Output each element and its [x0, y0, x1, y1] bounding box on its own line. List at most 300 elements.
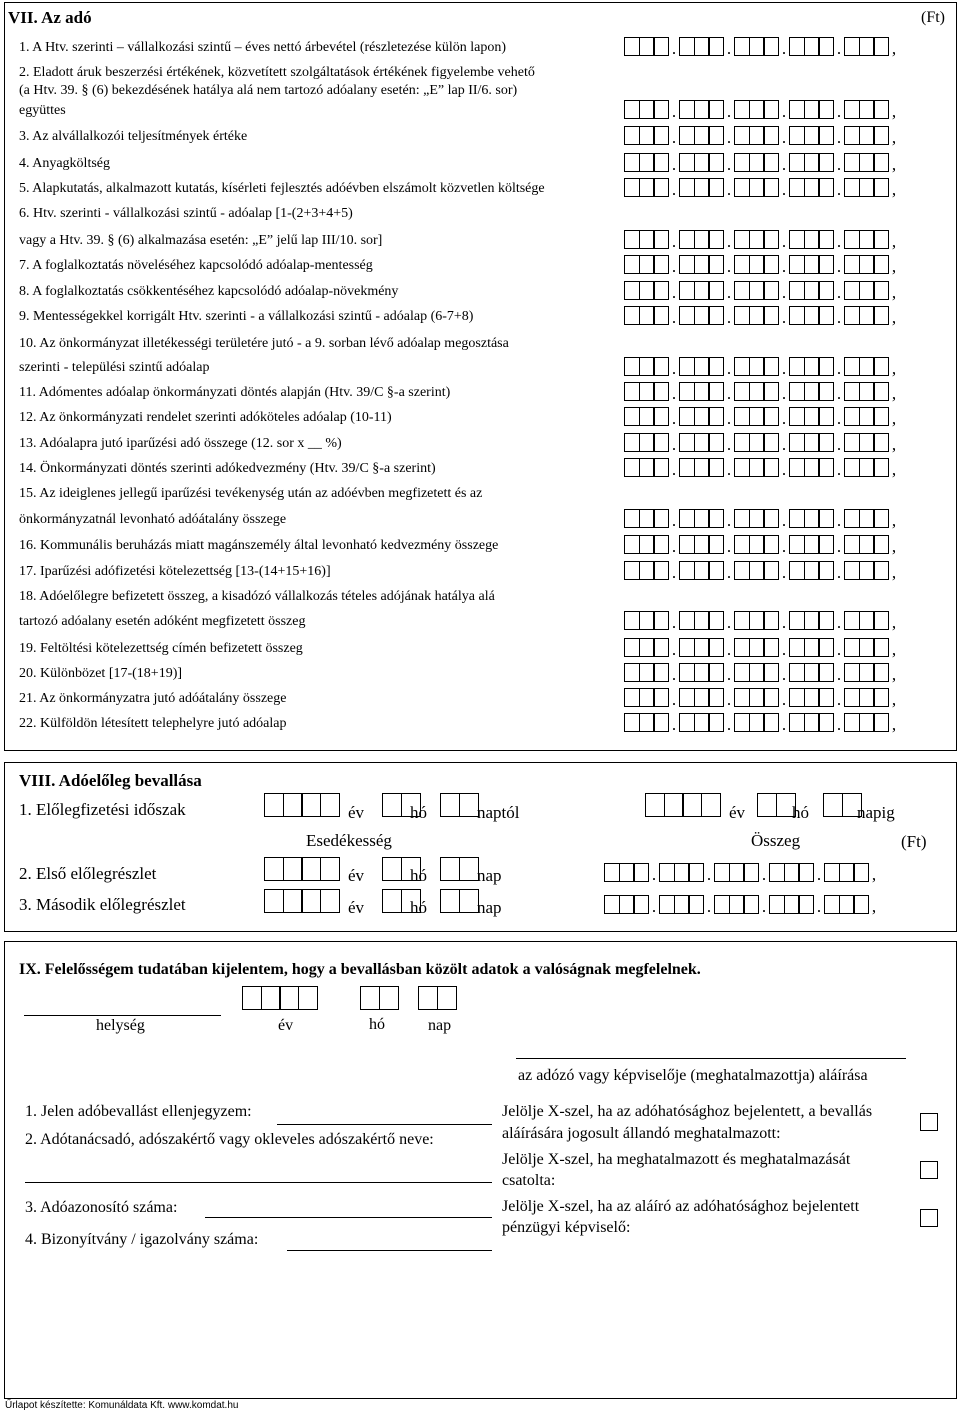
digit-box[interactable] — [708, 153, 724, 172]
row-2-amount[interactable] — [624, 97, 899, 119]
digit-box[interactable] — [818, 458, 834, 477]
decimal-comma: , — [891, 39, 897, 58]
digit-box[interactable] — [818, 509, 834, 528]
digit-box[interactable] — [763, 255, 779, 274]
row-9-amount[interactable] — [624, 303, 899, 325]
digit-box[interactable] — [763, 281, 779, 300]
digit-box[interactable] — [743, 863, 759, 882]
digit-box[interactable] — [708, 509, 724, 528]
digit-box[interactable] — [708, 100, 724, 119]
thousands-dot: . — [836, 155, 842, 174]
digit-box[interactable] — [818, 357, 834, 376]
digit-box[interactable] — [757, 793, 777, 817]
digit-box[interactable] — [708, 611, 724, 630]
digit-box[interactable] — [283, 889, 303, 913]
digit-box[interactable] — [853, 863, 869, 882]
digit-box[interactable] — [653, 153, 669, 172]
digit-box[interactable] — [818, 638, 834, 657]
digit-box[interactable] — [320, 889, 340, 913]
thousands-dot: . — [726, 128, 732, 147]
digit-box[interactable] — [818, 663, 834, 682]
digit-box[interactable] — [653, 281, 669, 300]
digit-box[interactable] — [283, 793, 303, 817]
sign-year-boxes[interactable] — [242, 988, 318, 1010]
digit-box[interactable] — [853, 895, 869, 914]
digit-box[interactable] — [298, 986, 318, 1010]
digit-box[interactable] — [653, 611, 669, 630]
second-due-year-boxes[interactable] — [264, 891, 340, 913]
digit-box[interactable] — [708, 561, 724, 580]
countersign-line[interactable] — [277, 1124, 492, 1125]
thousands-dot: . — [781, 257, 787, 276]
digit-box[interactable] — [459, 857, 479, 881]
digit-box[interactable] — [279, 986, 299, 1010]
digit-box[interactable] — [653, 100, 669, 119]
digit-box[interactable] — [873, 100, 889, 119]
decimal-comma: , — [891, 613, 897, 632]
digit-box[interactable] — [823, 793, 843, 817]
thousands-dot: . — [781, 460, 787, 479]
thousands-dot: . — [726, 537, 732, 556]
digit-box[interactable] — [459, 793, 479, 817]
thousands-dot: . — [726, 460, 732, 479]
thousands-dot: . — [781, 384, 787, 403]
digit-box[interactable] — [763, 458, 779, 477]
row-12-amount[interactable] — [624, 404, 899, 426]
digit-box[interactable] — [653, 535, 669, 554]
period-from-month-label: hó — [410, 803, 427, 822]
row-8-amount[interactable] — [624, 278, 899, 300]
digit-box[interactable] — [873, 382, 889, 401]
thousands-dot: . — [671, 537, 677, 556]
row-1-amount[interactable] — [624, 34, 899, 56]
digit-box[interactable] — [653, 433, 669, 452]
decimal-comma: , — [891, 690, 897, 709]
amount-header: Összeg — [751, 831, 801, 850]
digit-box[interactable] — [653, 357, 669, 376]
digit-box[interactable] — [818, 382, 834, 401]
digit-box[interactable] — [763, 663, 779, 682]
digit-box[interactable] — [873, 535, 889, 554]
digit-box[interactable] — [283, 857, 303, 881]
thousands-dot: . — [816, 865, 822, 884]
digit-box[interactable] — [708, 713, 724, 732]
digit-box[interactable] — [653, 230, 669, 249]
thousands-dot: . — [726, 690, 732, 709]
thousands-dot: . — [836, 435, 842, 454]
digit-box[interactable] — [763, 37, 779, 56]
digit-box[interactable] — [818, 230, 834, 249]
row-15-label-2: önkormányzatnál levonható adóátalány összege — [19, 512, 287, 527]
thousands-dot: . — [671, 640, 677, 659]
digit-box[interactable] — [818, 153, 834, 172]
row-16-label-1: 16. Kommunális beruházás miatt magánszemély által levonható kedvezmény összege — [19, 538, 499, 553]
digit-box[interactable] — [653, 509, 669, 528]
digit-box[interactable] — [360, 986, 380, 1010]
digit-box[interactable] — [242, 986, 262, 1010]
first-due-day-label: nap — [477, 866, 502, 885]
digit-box[interactable] — [264, 889, 284, 913]
digit-box[interactable] — [418, 986, 438, 1010]
digit-box[interactable] — [763, 126, 779, 145]
digit-box[interactable] — [763, 688, 779, 707]
advisor-label: 2. Adótanácsadó, adószakértő vagy okleveles adószakértő neve: — [25, 1131, 434, 1148]
row-7-amount[interactable] — [624, 252, 899, 274]
row-19-amount[interactable] — [624, 635, 899, 657]
row-14-amount[interactable] — [624, 455, 899, 477]
footer-credit: Űrlapot készítette: Komunáldata Kft. www.komdat.hu — [5, 1400, 239, 1411]
thousands-dot: . — [671, 665, 677, 684]
row-3-label-1: 3. Az alvállalkozói teljesítmények értéke — [19, 129, 248, 144]
decimal-comma: , — [891, 511, 897, 530]
second-due-day-label: nap — [477, 898, 502, 917]
sign-month-boxes[interactable] — [360, 988, 399, 1010]
digit-box[interactable] — [653, 663, 669, 682]
thousands-dot: . — [671, 690, 677, 709]
check-3-line-2: pénzügyi képviselő: — [502, 1219, 631, 1236]
digit-box[interactable] — [873, 458, 889, 477]
thousands-dot: . — [761, 897, 767, 916]
authorization-attached-checkbox[interactable] — [920, 1161, 938, 1179]
digit-box[interactable] — [743, 895, 759, 914]
digit-box[interactable] — [873, 357, 889, 376]
digit-box[interactable] — [379, 986, 399, 1010]
row-3-amount[interactable] — [624, 123, 899, 145]
digit-box[interactable] — [763, 611, 779, 630]
thousands-dot: . — [726, 180, 732, 199]
tax-id-line[interactable] — [205, 1217, 492, 1218]
digit-box[interactable] — [653, 382, 669, 401]
digit-box[interactable] — [708, 407, 724, 426]
certificate-line[interactable] — [287, 1250, 492, 1251]
digit-box[interactable] — [708, 126, 724, 145]
digit-box[interactable] — [798, 895, 814, 914]
decimal-comma: , — [891, 715, 897, 734]
digit-box[interactable] — [708, 178, 724, 197]
row-2-label-3: együttes — [19, 103, 66, 118]
signature-line — [516, 1058, 906, 1059]
row-4-amount[interactable] — [624, 150, 899, 172]
digit-box[interactable] — [653, 37, 669, 56]
thousands-dot: . — [836, 257, 842, 276]
certificate-label: 4. Bizonyítvány / igazolvány száma: — [25, 1231, 259, 1248]
thousands-dot: . — [781, 563, 787, 582]
thousands-dot: . — [781, 537, 787, 556]
digit-box[interactable] — [873, 638, 889, 657]
digit-box[interactable] — [382, 857, 402, 881]
row-12-label-1: 12. Az önkormányzati rendelet szerinti adóköteles adóalap (10-11) — [19, 410, 392, 425]
thousands-dot: . — [671, 409, 677, 428]
second-due-month-label: hó — [410, 898, 427, 917]
thousands-dot: . — [836, 409, 842, 428]
digit-box[interactable] — [653, 561, 669, 580]
row-11-amount[interactable] — [624, 379, 899, 401]
digit-box[interactable] — [708, 663, 724, 682]
digit-box[interactable] — [437, 986, 457, 1010]
digit-box[interactable] — [382, 793, 402, 817]
digit-box[interactable] — [818, 713, 834, 732]
digit-box[interactable] — [818, 433, 834, 452]
row-10-amount[interactable] — [624, 354, 899, 376]
digit-box[interactable] — [818, 178, 834, 197]
row-20-amount[interactable] — [624, 660, 899, 682]
thousands-dot: . — [671, 180, 677, 199]
digit-box[interactable] — [701, 793, 721, 817]
advance-period-label: 1. Előlegfizetési időszak — [19, 800, 186, 819]
digit-box[interactable] — [708, 306, 724, 325]
digit-box[interactable] — [873, 153, 889, 172]
digit-box[interactable] — [653, 713, 669, 732]
first-installment-amount[interactable] — [604, 860, 879, 882]
thousands-dot: . — [671, 232, 677, 251]
digit-box[interactable] — [763, 713, 779, 732]
thousands-dot: . — [726, 102, 732, 121]
thousands-dot: . — [726, 257, 732, 276]
first-due-month-label: hó — [410, 866, 427, 885]
digit-box[interactable] — [708, 382, 724, 401]
digit-box[interactable] — [653, 178, 669, 197]
row-19-label-1: 19. Feltöltési kötelezettség címén befizetett összeg — [19, 641, 303, 656]
digit-box[interactable] — [873, 255, 889, 274]
digit-box[interactable] — [763, 433, 779, 452]
row-10-label-1: 10. Az önkormányzat illetékességi területére jutó - a 9. sorban lévő adóalap megosztása — [19, 336, 509, 351]
digit-box[interactable] — [708, 688, 724, 707]
digit-box[interactable] — [763, 230, 779, 249]
digit-box[interactable] — [818, 611, 834, 630]
digit-box[interactable] — [818, 688, 834, 707]
digit-box[interactable] — [440, 889, 460, 913]
digit-box[interactable] — [653, 638, 669, 657]
digit-box[interactable] — [382, 889, 402, 913]
digit-box[interactable] — [818, 281, 834, 300]
digit-box[interactable] — [708, 255, 724, 274]
digit-box[interactable] — [708, 37, 724, 56]
digit-box[interactable] — [763, 357, 779, 376]
digit-box[interactable] — [320, 793, 340, 817]
digit-box[interactable] — [708, 433, 724, 452]
thousands-dot: . — [726, 511, 732, 530]
digit-box[interactable] — [653, 458, 669, 477]
thousands-dot: . — [761, 865, 767, 884]
digit-box[interactable] — [763, 100, 779, 119]
digit-box[interactable] — [818, 37, 834, 56]
digit-box[interactable] — [873, 688, 889, 707]
period-to-month-boxes[interactable] — [757, 795, 796, 817]
digit-box[interactable] — [633, 895, 649, 914]
decimal-comma: , — [891, 640, 897, 659]
period-to-day-label: napig — [857, 803, 895, 822]
thousands-dot: . — [836, 640, 842, 659]
sign-day-boxes[interactable] — [418, 988, 457, 1010]
digit-box[interactable] — [763, 178, 779, 197]
decimal-comma: , — [891, 102, 897, 121]
digit-box[interactable] — [873, 611, 889, 630]
row-15-amount[interactable] — [624, 506, 899, 528]
digit-box[interactable] — [708, 638, 724, 657]
digit-box[interactable] — [261, 986, 281, 1010]
period-to-day-boxes[interactable] — [823, 795, 862, 817]
digit-box[interactable] — [818, 100, 834, 119]
row-21-amount[interactable] — [624, 685, 899, 707]
digit-box[interactable] — [763, 535, 779, 554]
digit-box[interactable] — [873, 433, 889, 452]
financial-representative-checkbox[interactable] — [920, 1209, 938, 1227]
thousands-dot: . — [726, 435, 732, 454]
decimal-comma: , — [891, 384, 897, 403]
digit-box[interactable] — [264, 857, 284, 881]
digit-box[interactable] — [645, 793, 665, 817]
digit-box[interactable] — [633, 863, 649, 882]
thousands-dot: . — [726, 409, 732, 428]
digit-box[interactable] — [440, 857, 460, 881]
thousands-dot: . — [836, 232, 842, 251]
thousands-dot: . — [781, 665, 787, 684]
thousands-dot: . — [781, 435, 787, 454]
tax-id-label: 3. Adóazonosító száma: — [25, 1199, 178, 1216]
row-21-label-1: 21. Az önkormányzatra jutó adóátalány összege — [19, 691, 287, 706]
digit-box[interactable] — [873, 281, 889, 300]
thousands-dot: . — [781, 283, 787, 302]
digit-box[interactable] — [301, 857, 321, 881]
digit-box[interactable] — [763, 153, 779, 172]
check-2-line-2: csatolta: — [502, 1172, 556, 1189]
first-due-day-boxes[interactable] — [440, 859, 479, 881]
digit-box[interactable] — [763, 382, 779, 401]
thousands-dot: . — [836, 283, 842, 302]
decimal-comma: , — [891, 409, 897, 428]
digit-box[interactable] — [873, 230, 889, 249]
thousands-dot: . — [726, 715, 732, 734]
thousands-dot: . — [726, 308, 732, 327]
thousands-dot: . — [781, 715, 787, 734]
digit-box[interactable] — [873, 306, 889, 325]
digit-box[interactable] — [873, 126, 889, 145]
digit-box[interactable] — [688, 895, 704, 914]
decimal-comma: , — [891, 563, 897, 582]
digit-box[interactable] — [653, 126, 669, 145]
digit-box[interactable] — [664, 793, 684, 817]
row-17-amount[interactable] — [624, 558, 899, 580]
digit-box[interactable] — [653, 306, 669, 325]
digit-box[interactable] — [763, 561, 779, 580]
digit-box[interactable] — [264, 793, 284, 817]
digit-box[interactable] — [688, 863, 704, 882]
first-due-year-boxes[interactable] — [264, 859, 340, 881]
row-5-amount[interactable] — [624, 175, 899, 197]
section-viii-title: VIII. Adóelőleg bevallása — [19, 771, 202, 790]
decimal-comma: , — [891, 359, 897, 378]
digit-box[interactable] — [653, 407, 669, 426]
second-installment-amount[interactable] — [604, 892, 879, 914]
decimal-comma: , — [891, 665, 897, 684]
row-18-label-2: tartozó adóalany esetén adóként megfizetett összeg — [19, 614, 306, 629]
digit-box[interactable] — [459, 889, 479, 913]
thousands-dot: . — [836, 128, 842, 147]
thousands-dot: . — [836, 180, 842, 199]
thousands-dot: . — [671, 359, 677, 378]
digit-box[interactable] — [653, 255, 669, 274]
digit-box[interactable] — [763, 407, 779, 426]
digit-box[interactable] — [708, 230, 724, 249]
period-from-day-boxes[interactable] — [440, 795, 479, 817]
thousands-dot: . — [671, 308, 677, 327]
digit-box[interactable] — [818, 535, 834, 554]
thousands-dot: . — [781, 232, 787, 251]
row-18-amount[interactable] — [624, 608, 899, 630]
digit-box[interactable] — [320, 857, 340, 881]
period-to-year-boxes[interactable] — [645, 795, 721, 817]
digit-box[interactable] — [818, 126, 834, 145]
thousands-dot: . — [781, 155, 787, 174]
thousands-dot: . — [781, 640, 787, 659]
declaration-title: IX. Felelősségem tudatában kijelentem, hogy a bevallásban közölt adatok a valóságnak megfelelnek. — [19, 961, 701, 978]
digit-box[interactable] — [818, 561, 834, 580]
digit-box[interactable] — [873, 663, 889, 682]
digit-box[interactable] — [873, 37, 889, 56]
digit-box[interactable] — [818, 306, 834, 325]
digit-box[interactable] — [708, 458, 724, 477]
thousands-dot: . — [781, 128, 787, 147]
digit-box[interactable] — [653, 688, 669, 707]
period-from-year-boxes[interactable] — [264, 795, 340, 817]
digit-box[interactable] — [873, 509, 889, 528]
digit-box[interactable] — [873, 561, 889, 580]
thousands-dot: . — [671, 102, 677, 121]
digit-box[interactable] — [763, 306, 779, 325]
second-due-day-boxes[interactable] — [440, 891, 479, 913]
thousands-dot: . — [726, 640, 732, 659]
row-5-label-1: 5. Alapkutatás, alkalmazott kutatás, kísérleti fejlesztés adóévben elszámolt közvetlen költsége — [19, 181, 545, 196]
advisor-line[interactable] — [25, 1182, 492, 1183]
period-to-year-label: év — [729, 803, 746, 822]
row-13-amount[interactable] — [624, 430, 899, 452]
authorized-representative-checkbox[interactable] — [920, 1113, 938, 1131]
thousands-dot: . — [671, 283, 677, 302]
digit-box[interactable] — [708, 357, 724, 376]
check-2-line-1: Jelölje X-szel, ha meghatalmazott és meghatalmazását — [502, 1151, 851, 1168]
thousands-dot: . — [671, 613, 677, 632]
second-installment-label: 3. Második előlegrészlet — [19, 895, 186, 914]
digit-box[interactable] — [440, 793, 460, 817]
thousands-dot: . — [706, 865, 712, 884]
row-22-amount[interactable] — [624, 710, 899, 732]
digit-box[interactable] — [873, 713, 889, 732]
row-6-amount[interactable] — [624, 227, 899, 249]
decimal-comma: , — [891, 128, 897, 147]
digit-box[interactable] — [873, 178, 889, 197]
place-line — [24, 1015, 221, 1016]
digit-box[interactable] — [818, 407, 834, 426]
thousands-dot: . — [671, 511, 677, 530]
amount-unit: (Ft) — [901, 832, 927, 851]
digit-box[interactable] — [818, 255, 834, 274]
digit-box[interactable] — [763, 638, 779, 657]
digit-box[interactable] — [682, 793, 702, 817]
row-16-amount[interactable] — [624, 532, 899, 554]
digit-box[interactable] — [763, 509, 779, 528]
first-due-year-label: év — [348, 866, 365, 885]
thousands-dot: . — [726, 384, 732, 403]
digit-box[interactable] — [798, 863, 814, 882]
day-label: nap — [428, 1017, 452, 1034]
digit-box[interactable] — [708, 535, 724, 554]
digit-box[interactable] — [708, 281, 724, 300]
digit-box[interactable] — [301, 793, 321, 817]
digit-box[interactable] — [301, 889, 321, 913]
digit-box[interactable] — [873, 407, 889, 426]
thousands-dot: . — [726, 563, 732, 582]
thousands-dot: . — [706, 897, 712, 916]
